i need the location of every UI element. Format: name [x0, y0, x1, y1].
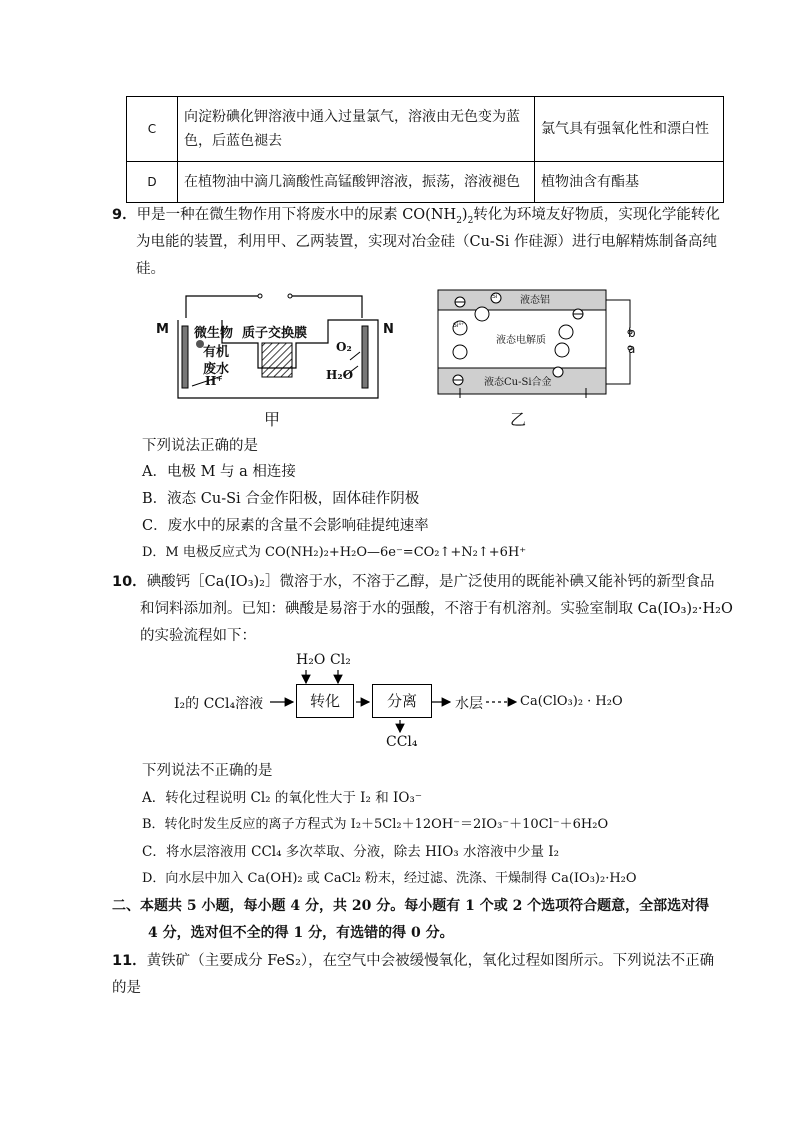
option-conclusion: 氯气具有强氧化性和漂白性	[535, 97, 724, 162]
question-number: 11．	[112, 953, 147, 969]
organic-label: 有机	[203, 345, 230, 360]
option-letter: D	[127, 162, 178, 203]
options-table	[126, 96, 724, 203]
wastewater-label: 废水	[203, 362, 230, 377]
electrode-n-label: N	[383, 322, 394, 337]
q9-stem-line1: 9．甲是一种在微生物作用下将废水中的尿素 $CO(NH_2)_2$转化为环境友好物质，实现化学能转化	[112, 207, 720, 226]
q10-option-d: D．向水层中加入 Ca(OH)₂ 或 CaCl₂ 粉末，经过滤、洗涤、干燥制得 Ca(IO₃)₂·H₂O	[142, 871, 637, 886]
liquid-electrolyte-label: 液态电解质	[496, 335, 546, 346]
h2o-label: H₂O	[326, 368, 354, 382]
q10-option-b: B．转化时发生反应的离子方程式为 I₂＋5Cl₂＋12OH⁻＝2IO₃⁻＋10Cl⁻＋6H₂O	[142, 817, 609, 832]
microbe-label: 微生物	[194, 326, 234, 341]
flow-input: I₂的 CCl₄溶液	[174, 696, 264, 712]
q9-stem-line2: 为电能的装置，利用甲、乙两装置，实现对冶金硅（Cu-Si 作硅源）进行电解精炼制备高纯	[136, 234, 718, 250]
figure-yi-caption: 乙	[510, 410, 527, 429]
o2-label: O₂	[336, 340, 352, 354]
q10-option-a: A．转化过程说明 Cl₂ 的氧化性大于 I₂ 和 IO₃⁻	[142, 790, 422, 806]
q10-option-c: C．将水层溶液用 CCl₄ 多次萃取、分液，除去 HIO₃ 水溶液中少量 I₂	[142, 844, 560, 860]
hplus-label: H⁺	[205, 374, 223, 388]
option-description: 向淀粉碘化钾溶液中通入过量氯气，溶液由无色变为蓝色，后蓝色褪去	[178, 97, 535, 162]
q10-prompt: 下列说法不正确的是	[142, 763, 273, 779]
membrane-label: 质子交换膜	[242, 326, 308, 341]
electrode-m-label: M	[156, 322, 169, 337]
q9-option-d: D．M 电极反应式为 CO(NH₂)₂+H₂O—6e⁻=CO₂↑+N₂↑+6H⁺	[142, 545, 527, 560]
option-conclusion: 植物油含有酯基	[535, 162, 724, 203]
flow-box-separate: 分离	[372, 684, 432, 718]
table-row	[127, 97, 724, 162]
q10-stem-line1	[112, 572, 714, 592]
q9-option-b: B．液态 Cu-Si 合金作阳极，固体硅作阴极	[142, 491, 420, 507]
question-number: 9．	[112, 207, 137, 223]
q11-stem-line2: 的是	[112, 980, 141, 996]
figure-jia-caption: 甲	[264, 410, 281, 429]
q10-stem-text: 碘酸钙［Ca(IO₃)₂］微溶于水，不溶于乙醇，是广泛使用的既能补碘又能补钙的新型食品	[146, 574, 715, 590]
flow-product: Ca(ClO₃)₂ · H₂O	[520, 694, 623, 709]
q9-option-a: A．电极 M 与 a 相连接	[142, 464, 296, 480]
figure-jia	[150, 288, 390, 408]
terminal-b-label: b	[628, 326, 636, 340]
liquid-cusi-alloy-label: 液态Cu-Si合金	[484, 377, 552, 388]
si-label: Si	[492, 293, 498, 300]
q9-option-c: C．废水中的尿素的含量不会影响硅提纯速率	[142, 518, 429, 534]
flow-reagent-h2o: H₂O	[296, 652, 326, 668]
q9-stem-line3: 硅。	[136, 261, 165, 277]
table-row	[127, 162, 724, 203]
option-description: 在植物油中滴几滴酸性高锰酸钾溶液，振荡，溶液褪色	[178, 162, 535, 203]
q11-stem-line1	[112, 951, 714, 971]
question-number: 10．	[112, 574, 147, 590]
section-two-line2: 4 分，选对但不全的得 1 分，有选错的得 0 分。	[148, 925, 454, 941]
terminal-a-label: a	[628, 342, 636, 356]
q11-stem-text: 黄铁矿（主要成分 FeS₂），在空气中会被缓慢氧化，氧化过程如图所示。下列说法不正确	[146, 953, 715, 969]
flow-water-layer: 水层	[455, 696, 483, 712]
q9-stem-tail: 转化为环境友好物质，实现化学能转化	[473, 207, 720, 223]
q9-stem-text: 甲是一种在微生物作用下将废水中的尿素 CO(NH	[136, 207, 457, 223]
liquid-aluminum-label: 液态铝	[520, 295, 550, 306]
flow-byproduct-ccl4: CCl₄	[386, 734, 418, 750]
option-letter: C	[127, 97, 178, 162]
flow-reagent-cl2: Cl₂	[330, 652, 351, 668]
q10-stem-line2: 和饲料添加剂。已知：碘酸是易溶于水的强酸，不溶于有机溶剂。实验室制取 Ca(IO₃)₂·H₂O	[140, 601, 733, 617]
q10-stem-line3: 的实验流程如下：	[140, 628, 256, 644]
si-ion-label: Si⁴⁺	[453, 322, 465, 329]
section-two-line1: 二、本题共 5 小题，每小题 4 分，共 20 分。每小题有 1 个或 2 个选项符合题意，全部选对得	[112, 898, 710, 914]
flow-box-convert: 转化	[296, 684, 354, 718]
q9-prompt: 下列说法正确的是	[142, 438, 258, 454]
